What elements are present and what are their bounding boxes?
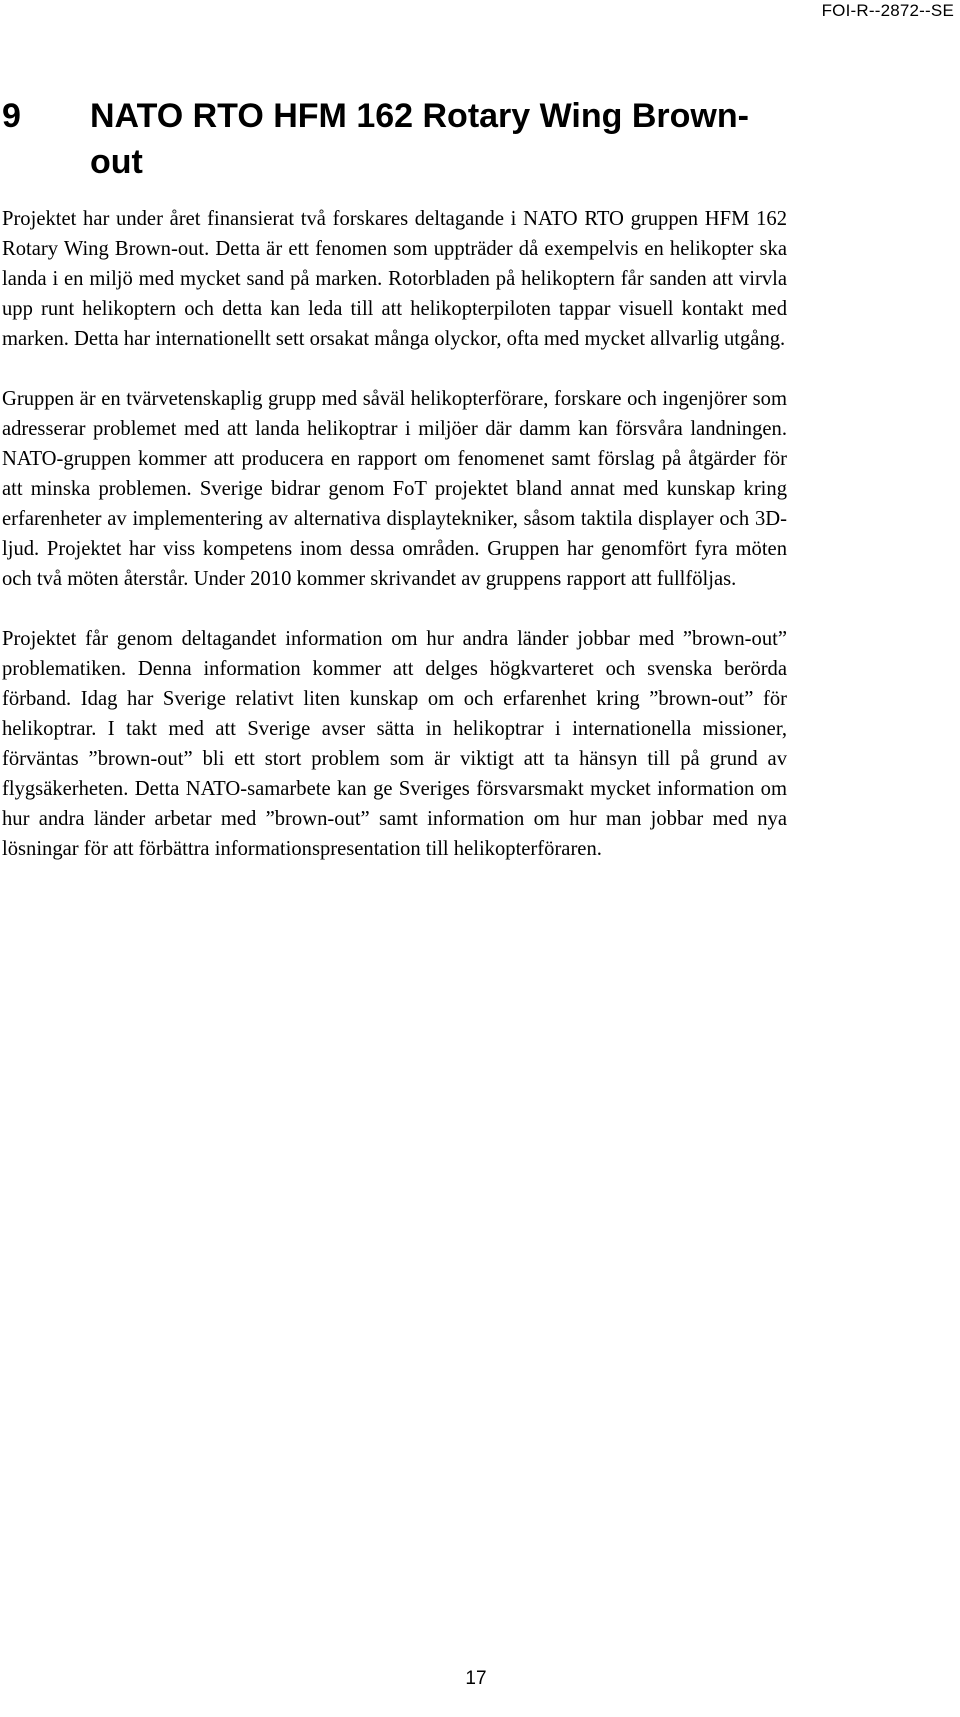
section-number: 9 bbox=[2, 97, 21, 135]
page-number: 17 bbox=[465, 1668, 487, 1689]
paragraph-group: Gruppen är en tvärvetenskaplig grupp med såväl helikopterförare, forskare och ingenjörer som adresserar problemet med att landa helikoptrar i miljöer där damm kan försvåra landningen. NATO-gruppen kommer att producera en rapport om fenomenet samt förslag på åtgärder för att minska problemen. Sverige bidrar genom FoT projektet bland annat med kunskap kring erfarenheter av implementering av alternativa displaytekniker, såsom taktila displayer och 3D-ljud. Projektet har viss kompetens inom dessa områden. Gruppen har genomfört fyra möten och två möten återstår. Under 2010 kommer skrivandet av gruppens rapport att fullföljas. bbox=[2, 388, 787, 590]
body-text bbox=[2, 204, 787, 894]
section-heading bbox=[0, 93, 940, 185]
section-title: NATO RTO HFM 162 Rotary Wing Brown-out bbox=[90, 97, 749, 181]
paragraph-benefits: Projektet får genom deltagandet information om hur andra länder jobbar med ”brown-out” problematiken. Denna information kommer att delges högkvarteret och svenska berörda förband. Idag har Sverige relativt liten kunskap om och erfarenhet kring ”brown-out” för helikoptrar. I takt med att Sverige avser sätta in helikoptrar i internationella missioner, förväntas ”brown-out” bli ett stort problem som är viktigt att ta hänsyn till på grund av flygsäkerheten. Detta NATO-samarbete kan ge Sveriges försvarsmakt mycket information om hur andra länder arbetar med ”brown-out” samt information om hur man jobbar med nya lösningar för att förbättra informationspresentation till helikopterföraren. bbox=[2, 628, 787, 860]
paragraph-intro: Projektet har under året finansierat två forskares deltagande i NATO RTO gruppen HFM 162 Rotary Wing Brown-out. Detta är ett fenomen som uppträder då exempelvis en helikopter ska landa i en miljö med mycket sand på marken. Rotorbladen på helikoptern får sanden att virvla upp runt helikoptern och detta kan leda till att helikopterpiloten tappar visuell kontakt med marken. Detta har internationellt sett orsakat många olyckor, ofta med mycket allvarlig utgång. bbox=[2, 208, 787, 350]
report-id: FOI-R--2872--SE bbox=[821, 1, 954, 20]
